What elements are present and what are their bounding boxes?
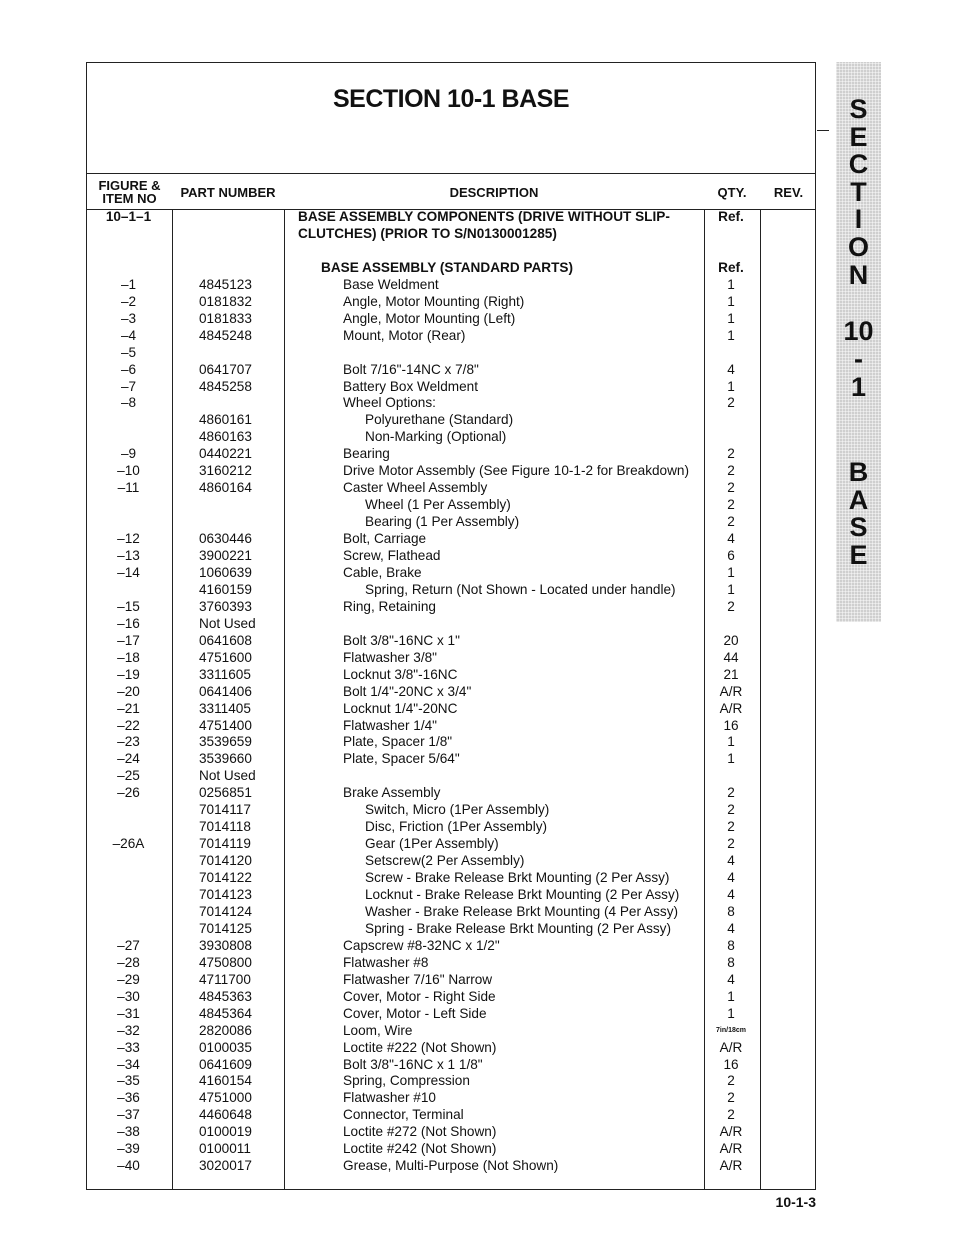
table-row xyxy=(86,632,816,649)
quantity: 7in/18cm xyxy=(716,1026,746,1034)
quantity: 4 xyxy=(727,887,735,902)
description: Spring - Brake Release Brkt Mounting (2 Per Assy) xyxy=(365,920,671,936)
item-number: –25 xyxy=(117,768,140,784)
description: Spring, Return (Not Shown - Located under handle) xyxy=(365,581,676,597)
description: Locknut 3/8"-16NC xyxy=(343,666,458,682)
quantity: 1 xyxy=(727,988,735,1004)
table-row xyxy=(86,225,816,242)
description: Caster Wheel Assembly xyxy=(343,480,488,496)
quantity: 1 xyxy=(727,564,735,580)
description: Non-Marking (Optional) xyxy=(365,429,507,445)
item-number: –36 xyxy=(117,1090,140,1106)
table-row xyxy=(86,954,816,971)
table-row xyxy=(86,937,816,954)
header-qty: QTY. xyxy=(717,185,747,200)
part-number: 4845123 xyxy=(199,276,252,292)
description: Flatwasher #10 xyxy=(343,1090,436,1106)
description: Drive Motor Assembly (See Figure 10-1-2 for Breakdown) xyxy=(343,463,690,479)
quantity: 4 xyxy=(727,853,735,869)
item-number: –3 xyxy=(120,310,137,326)
section-tab-letter: O xyxy=(847,232,869,262)
item-number: –27 xyxy=(117,937,140,953)
table-row xyxy=(86,547,816,564)
table-row xyxy=(86,361,816,378)
item-number: –6 xyxy=(120,361,137,377)
item-number: –26 xyxy=(117,785,140,801)
quantity: 16 xyxy=(723,1056,739,1072)
table-row xyxy=(86,666,816,683)
item-number: –30 xyxy=(117,988,140,1004)
description: CLUTCHES) (PRIOR TO S/N0130001285) xyxy=(298,225,557,241)
part-number: 4751000 xyxy=(199,1090,252,1106)
table-row xyxy=(86,733,816,750)
item-number: –38 xyxy=(117,1124,140,1140)
part-number: 4751600 xyxy=(199,649,252,665)
section-tab-letter: E xyxy=(849,540,868,570)
page-title: SECTION 10-1 BASE xyxy=(332,85,569,113)
table-row xyxy=(86,971,816,988)
item-number: –35 xyxy=(117,1073,140,1089)
table-row xyxy=(86,903,816,920)
header-description: DESCRIPTION xyxy=(449,185,539,200)
quantity: 8 xyxy=(727,954,735,970)
description: Brake Assembly xyxy=(343,785,441,801)
description: Setscrew(2 Per Assembly) xyxy=(365,853,525,869)
description: Base Weldment xyxy=(343,276,439,292)
part-number: 4460648 xyxy=(199,1107,252,1123)
table-row xyxy=(86,1022,816,1039)
item-number: –33 xyxy=(117,1039,140,1055)
part-number: 3760393 xyxy=(199,598,252,614)
table-row xyxy=(86,445,816,462)
quantity: 2 xyxy=(727,1107,735,1123)
section-tab-letter: S xyxy=(849,94,868,124)
quantity: 6 xyxy=(727,548,735,563)
item-number: –1 xyxy=(120,276,137,292)
item-number: –24 xyxy=(117,751,140,767)
item-number: –7 xyxy=(120,378,137,394)
description: Bolt, Carriage xyxy=(343,531,427,547)
description: Mount, Motor (Rear) xyxy=(343,327,466,343)
item-number: –5 xyxy=(120,344,137,360)
item-number: –4 xyxy=(120,327,137,343)
part-number: 4845363 xyxy=(199,988,252,1004)
item-number: –32 xyxy=(117,1022,140,1038)
table-row xyxy=(86,378,816,395)
part-number: 0100019 xyxy=(199,1124,252,1140)
part-number: 0630446 xyxy=(199,531,252,547)
description: Spring, Compression xyxy=(343,1073,470,1089)
description: Switch, Micro (1Per Assembly) xyxy=(365,802,550,818)
quantity: 2 xyxy=(727,785,735,801)
part-number: 4860163 xyxy=(199,429,252,445)
section-tab-letter: 10 xyxy=(843,316,874,346)
part-number: 0440221 xyxy=(199,446,252,462)
table-row xyxy=(86,818,816,835)
part-number: 4711700 xyxy=(199,971,251,987)
item-number: –19 xyxy=(117,666,140,682)
table-row xyxy=(86,496,816,513)
table-row xyxy=(86,1140,816,1157)
part-number: 0256851 xyxy=(199,785,252,801)
description: Bolt 3/8"-16NC x 1" xyxy=(343,632,460,648)
table-row xyxy=(86,1005,816,1022)
part-number: 7014124 xyxy=(199,903,252,919)
part-number: 0641406 xyxy=(199,683,252,699)
section-tab-letter: A xyxy=(848,485,869,515)
part-number: 3539660 xyxy=(199,751,252,767)
quantity: 4 xyxy=(727,531,735,547)
item-number: –8 xyxy=(120,395,137,411)
part-number: 3160212 xyxy=(199,463,252,479)
quantity: 1 xyxy=(727,310,735,326)
description: Grease, Multi-Purpose (Not Shown) xyxy=(343,1158,559,1174)
part-number: 3020017 xyxy=(199,1158,252,1174)
quantity: 1 xyxy=(727,327,735,343)
section-tab-letter: E xyxy=(849,122,868,152)
description: Flatwasher #8 xyxy=(343,954,429,970)
table-row xyxy=(86,1056,816,1073)
table-row xyxy=(86,886,816,903)
table-row xyxy=(86,1106,816,1123)
description: Screw, Flathead xyxy=(343,548,441,563)
quantity: 2 xyxy=(727,514,735,530)
table-row xyxy=(86,784,816,801)
quantity: 8 xyxy=(727,903,735,919)
table-row xyxy=(86,428,816,445)
part-number: 4160159 xyxy=(199,581,252,597)
quantity: 2 xyxy=(727,1073,735,1089)
description: Plate, Spacer 1/8" xyxy=(343,734,453,750)
part-number: 3930808 xyxy=(199,937,252,953)
quantity: A/R xyxy=(719,1039,743,1055)
description: Disc, Friction (1Per Assembly) xyxy=(365,819,548,835)
description: Locknut - Brake Release Brkt Mounting (2 Per Assy) xyxy=(365,887,680,902)
part-number: 7014117 xyxy=(199,802,251,818)
quantity: 2 xyxy=(727,819,735,835)
table-row xyxy=(86,513,816,530)
table-row xyxy=(86,462,816,479)
part-number: 3311605 xyxy=(199,666,251,682)
table-row xyxy=(86,615,816,632)
table-row xyxy=(86,581,816,598)
section-tab-letter: C xyxy=(848,149,869,179)
item-number: –12 xyxy=(117,531,140,547)
part-number: 4845364 xyxy=(199,1005,252,1021)
description: Capscrew #8-32NC x 1/2" xyxy=(343,937,500,953)
part-number: 7014123 xyxy=(199,887,252,902)
item-number: –11 xyxy=(117,480,140,496)
part-number: 0641609 xyxy=(199,1056,252,1072)
table-row xyxy=(86,310,816,327)
description: Bearing (1 Per Assembly) xyxy=(365,514,520,530)
table-row xyxy=(86,1039,816,1056)
quantity: 2 xyxy=(727,1090,735,1106)
part-number: Not Used xyxy=(199,615,256,631)
description: Angle, Motor Mounting (Left) xyxy=(343,310,516,326)
item-number: –37 xyxy=(117,1107,140,1123)
table-row xyxy=(86,920,816,937)
description: BASE ASSEMBLY (STANDARD PARTS) xyxy=(321,259,574,275)
table-row xyxy=(86,1089,816,1106)
part-number: 4160154 xyxy=(199,1073,252,1089)
table-row xyxy=(86,276,816,293)
tab-marker xyxy=(817,130,829,131)
part-number: 7014122 xyxy=(199,870,252,886)
part-number: Not Used xyxy=(199,768,256,784)
description: Bolt 7/16"-14NC x 7/8" xyxy=(343,361,479,377)
header-item-line2: ITEM NO xyxy=(102,191,157,206)
item-number: –29 xyxy=(117,971,140,987)
description: Loom, Wire xyxy=(343,1022,413,1038)
part-number: 2820086 xyxy=(199,1022,252,1038)
quantity: 1 xyxy=(727,276,735,292)
description: Battery Box Weldment xyxy=(343,378,478,394)
section-tab-letter: N xyxy=(848,260,869,290)
section-tab-letter: B xyxy=(848,457,869,487)
description: Loctite #222 (Not Shown) xyxy=(343,1039,497,1055)
quantity: 8 xyxy=(727,937,735,953)
item-number: –40 xyxy=(117,1158,140,1174)
table-row xyxy=(86,1157,816,1174)
quantity: 2 xyxy=(727,598,735,614)
part-number: 7014118 xyxy=(199,819,251,835)
quantity: 1 xyxy=(727,293,735,309)
quantity: 1 xyxy=(727,1005,735,1021)
table-row xyxy=(86,208,816,225)
part-number: 1060639 xyxy=(199,564,252,580)
table-row xyxy=(86,649,816,666)
part-number: 0641608 xyxy=(199,632,252,648)
description: Angle, Motor Mounting (Right) xyxy=(343,293,525,309)
table-row xyxy=(86,801,816,818)
table-row xyxy=(86,411,816,428)
item-number: –14 xyxy=(117,564,140,580)
quantity: A/R xyxy=(719,1158,743,1174)
table-row xyxy=(86,988,816,1005)
header-item-line1: FIGURE & xyxy=(98,178,161,193)
description: Wheel Options: xyxy=(343,395,436,411)
quantity: A/R xyxy=(719,1124,743,1140)
item-number: –13 xyxy=(117,548,140,563)
quantity: 16 xyxy=(723,717,739,733)
quantity: 1 xyxy=(727,751,735,767)
table-row xyxy=(86,835,816,852)
part-number: 7014125 xyxy=(199,920,252,936)
quantity: A/R xyxy=(719,1141,743,1157)
item-number: –28 xyxy=(117,954,140,970)
description: Bolt 1/4"-20NC x 3/4" xyxy=(343,683,472,699)
quantity: 21 xyxy=(723,666,739,682)
item-number: –34 xyxy=(117,1056,140,1072)
table-row xyxy=(86,1123,816,1140)
table-row xyxy=(86,394,816,411)
item-number: –31 xyxy=(117,1005,140,1021)
quantity: 4 xyxy=(727,870,735,886)
quantity: 1 xyxy=(727,378,735,394)
table-row xyxy=(86,479,816,496)
title-divider xyxy=(87,173,815,174)
quantity: 2 xyxy=(727,497,735,513)
section-tab-letter: - xyxy=(854,344,863,374)
part-number: 7014119 xyxy=(199,836,251,852)
item-number: –9 xyxy=(120,446,137,462)
quantity: 2 xyxy=(727,463,735,479)
description: Cable, Brake xyxy=(343,564,422,580)
table-row xyxy=(86,327,816,344)
description: BASE ASSEMBLY COMPONENTS (DRIVE WITHOUT SLIP- xyxy=(298,209,670,224)
description: Bearing xyxy=(343,446,390,462)
table-row xyxy=(86,700,816,717)
quantity: 4 xyxy=(727,971,735,987)
quantity: 4 xyxy=(727,361,735,377)
header-item xyxy=(87,179,172,205)
table-row xyxy=(86,869,816,886)
part-number: 4860164 xyxy=(199,480,252,496)
table-row xyxy=(86,767,816,784)
quantity: 1 xyxy=(727,734,735,750)
description: Wheel (1 Per Assembly) xyxy=(365,497,511,513)
part-number: 4845258 xyxy=(199,378,252,394)
description: Bolt 3/8"-16NC x 1 1/8" xyxy=(343,1056,483,1072)
table-row xyxy=(86,598,816,615)
item-number: –39 xyxy=(117,1141,140,1157)
quantity: 1 xyxy=(727,581,735,597)
quantity: 2 xyxy=(727,836,735,852)
item-number: –22 xyxy=(117,717,140,733)
part-number: 0641707 xyxy=(199,361,252,377)
description: Flatwasher 3/8" xyxy=(343,649,437,665)
item-number: –17 xyxy=(117,632,140,648)
part-number: 7014120 xyxy=(199,853,252,869)
description: Washer - Brake Release Brkt Mounting (4 Per Assy) xyxy=(365,903,679,919)
table-row xyxy=(86,564,816,581)
item-number: –20 xyxy=(117,683,140,699)
description: Locknut 1/4"-20NC xyxy=(343,700,458,716)
description: Flatwasher 7/16" Narrow xyxy=(343,971,493,987)
description: Loctite #242 (Not Shown) xyxy=(343,1141,497,1157)
description: Cover, Motor - Right Side xyxy=(343,988,496,1004)
part-number: 4845248 xyxy=(199,327,252,343)
part-number: 4751400 xyxy=(199,717,252,733)
quantity: 2 xyxy=(727,480,735,496)
table-row xyxy=(86,683,816,700)
part-number: 4860161 xyxy=(199,412,252,428)
quantity: A/R xyxy=(719,683,743,699)
description: Loctite #272 (Not Shown) xyxy=(343,1124,497,1140)
description: Connector, Terminal xyxy=(343,1107,464,1123)
quantity: 2 xyxy=(727,446,735,462)
item-number: 10–1–1 xyxy=(105,209,152,224)
item-number: –16 xyxy=(117,615,140,631)
table-row xyxy=(86,1072,816,1089)
part-number: 0100035 xyxy=(199,1039,252,1055)
description: Screw - Brake Release Brkt Mounting (2 Per Assy) xyxy=(365,870,670,886)
item-number: –23 xyxy=(117,734,140,750)
part-number: 0100011 xyxy=(199,1141,251,1157)
table-row xyxy=(86,242,816,259)
item-number: –15 xyxy=(117,598,140,614)
quantity: 20 xyxy=(723,632,739,648)
part-number: 0181832 xyxy=(199,293,252,309)
section-tab-letter: T xyxy=(850,177,867,207)
description: Ring, Retaining xyxy=(343,598,436,614)
part-number: 4750800 xyxy=(199,954,252,970)
description: Cover, Motor - Left Side xyxy=(343,1005,487,1021)
part-number: 0181833 xyxy=(199,310,252,326)
quantity: 4 xyxy=(727,920,735,936)
section-tab-letter: 1 xyxy=(850,372,867,402)
quantity: 2 xyxy=(727,395,735,411)
section-tab-letter: S xyxy=(849,512,868,542)
part-number: 3539659 xyxy=(199,734,252,750)
table-row xyxy=(86,293,816,310)
quantity: Ref. xyxy=(718,209,744,224)
item-number: –18 xyxy=(117,649,140,665)
table-row xyxy=(86,717,816,734)
part-number: 3311405 xyxy=(199,700,251,716)
item-number: –2 xyxy=(120,293,137,309)
quantity: 44 xyxy=(723,649,739,665)
description: Polyurethane (Standard) xyxy=(365,412,514,428)
header-rev: REV. xyxy=(773,185,804,200)
quantity: A/R xyxy=(719,700,743,716)
header-part: PART NUMBER xyxy=(180,185,276,200)
section-tab-letter: I xyxy=(854,204,863,234)
description: Gear (1Per Assembly) xyxy=(365,836,499,852)
quantity: 2 xyxy=(727,802,735,818)
table-row xyxy=(86,344,816,361)
part-number: 3900221 xyxy=(199,548,252,563)
table-row xyxy=(86,530,816,547)
description: Flatwasher 1/4" xyxy=(343,717,437,733)
item-number: –26A xyxy=(112,836,145,852)
quantity: Ref. xyxy=(718,259,744,275)
item-number: –10 xyxy=(117,463,140,479)
table-row xyxy=(86,852,816,869)
page-number: 10-1-3 xyxy=(775,1194,816,1210)
table-row xyxy=(86,750,816,767)
item-number: –21 xyxy=(117,700,140,716)
table-row xyxy=(86,259,816,276)
description: Plate, Spacer 5/64" xyxy=(343,751,460,767)
